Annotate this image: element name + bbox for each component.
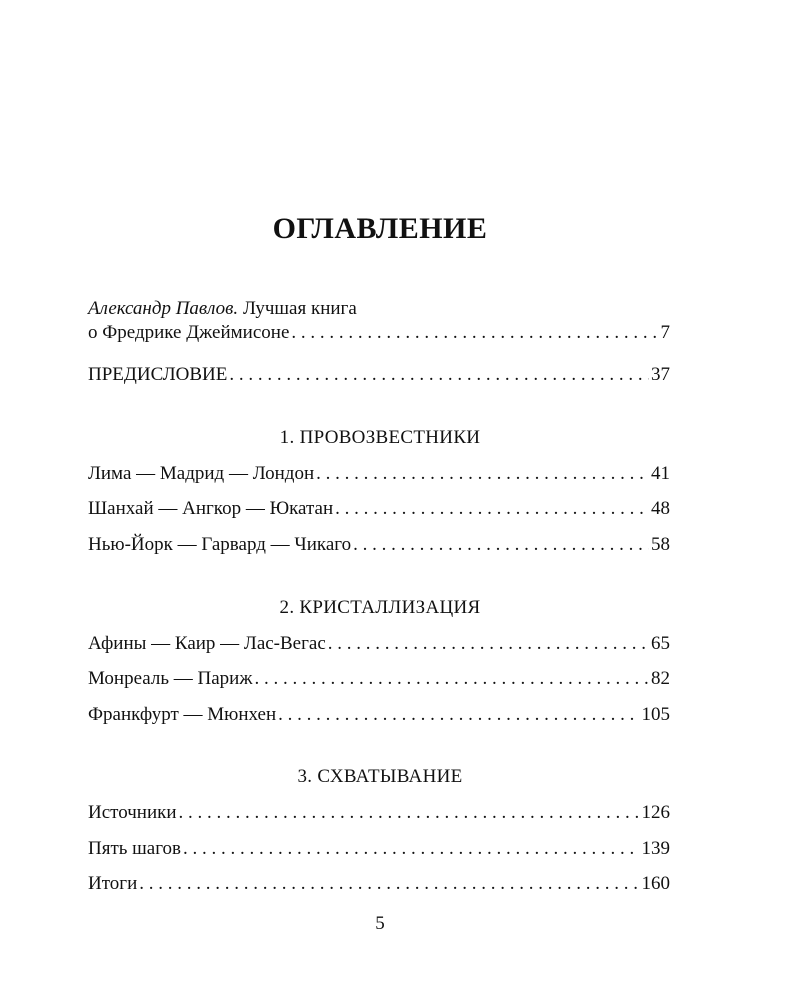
- section-heading-2: 2. КРИСТАЛЛИЗАЦИЯ: [279, 597, 481, 618]
- toc-entry[interactable]: [88, 497, 670, 521]
- toc-entry-label: Франкфурт — Мюнхен: [88, 704, 277, 725]
- intro-page-number: 7: [660, 322, 670, 343]
- toc-entry-intro-line1: [88, 297, 670, 321]
- preface-page-number: 37: [651, 364, 670, 385]
- toc-entry-page-number: 48: [651, 498, 670, 519]
- toc-entry-label: Итоги: [88, 873, 138, 894]
- toc-entry-preface[interactable]: [88, 363, 670, 387]
- intro-author: Александр Павлов.: [88, 298, 239, 319]
- toc-entry-page-number: 41: [651, 463, 670, 484]
- toc-entry-intro-line2: [88, 321, 670, 345]
- toc-entry-label: Шанхай — Ангкор — Юкатан: [88, 498, 334, 519]
- section-heading-1: 1. ПРОВОЗВЕСТНИКИ: [279, 427, 481, 448]
- dot-leader: [278, 703, 639, 727]
- toc-entry-page-number: 105: [641, 704, 670, 725]
- dot-leader: [139, 872, 639, 896]
- toc-entry-page-number: 82: [651, 668, 670, 689]
- intro-title-line1: Лучшая книга: [238, 298, 357, 319]
- toc-entry-label: Источники: [88, 802, 177, 823]
- dot-leader: [254, 667, 649, 691]
- toc-entry-page-number: 65: [651, 633, 670, 654]
- toc-entry-label: Лима — Мадрид — Лондон: [88, 463, 315, 484]
- toc-entry[interactable]: [88, 462, 670, 486]
- dot-leader: [183, 837, 639, 861]
- toc-entry[interactable]: [88, 533, 670, 557]
- intro-title-line2: о Фредрике Джеймисоне: [88, 322, 290, 343]
- dot-leader: [335, 497, 649, 521]
- toc-entry-page-number: 160: [641, 873, 670, 894]
- page-title: ОГЛАВЛЕНИЕ: [272, 212, 488, 245]
- toc-entry-intro[interactable]: [88, 297, 670, 345]
- toc-entry[interactable]: [88, 667, 670, 691]
- dot-leader: [179, 801, 640, 825]
- toc-entry[interactable]: [88, 801, 670, 825]
- toc-entry[interactable]: [88, 703, 670, 727]
- dot-leader: [291, 321, 658, 345]
- preface-label: ПРЕДИСЛОВИЕ: [88, 364, 228, 385]
- dot-leader: [328, 632, 649, 656]
- toc-entry-page-number: 139: [641, 838, 670, 859]
- toc-entry-label: Афины — Каир — Лас-Вегас: [88, 633, 326, 654]
- toc-entry-page-number: 126: [641, 802, 670, 823]
- toc-entry-page-number: 58: [651, 534, 670, 555]
- page-number: 5: [375, 913, 385, 934]
- dot-leader: [316, 462, 649, 486]
- section-heading-3: 3. СХВАТЫВАНИЕ: [297, 766, 463, 787]
- dot-leader: [229, 363, 649, 387]
- toc-entry[interactable]: [88, 872, 670, 896]
- toc-entry[interactable]: [88, 837, 670, 861]
- toc-entry-label: Монреаль — Париж: [88, 668, 253, 689]
- toc-entry[interactable]: [88, 632, 670, 656]
- dot-leader: [353, 533, 649, 557]
- toc-entry-label: Пять шагов: [88, 838, 182, 859]
- toc-entry-label: Нью-Йорк — Гарвард — Чикаго: [88, 534, 352, 555]
